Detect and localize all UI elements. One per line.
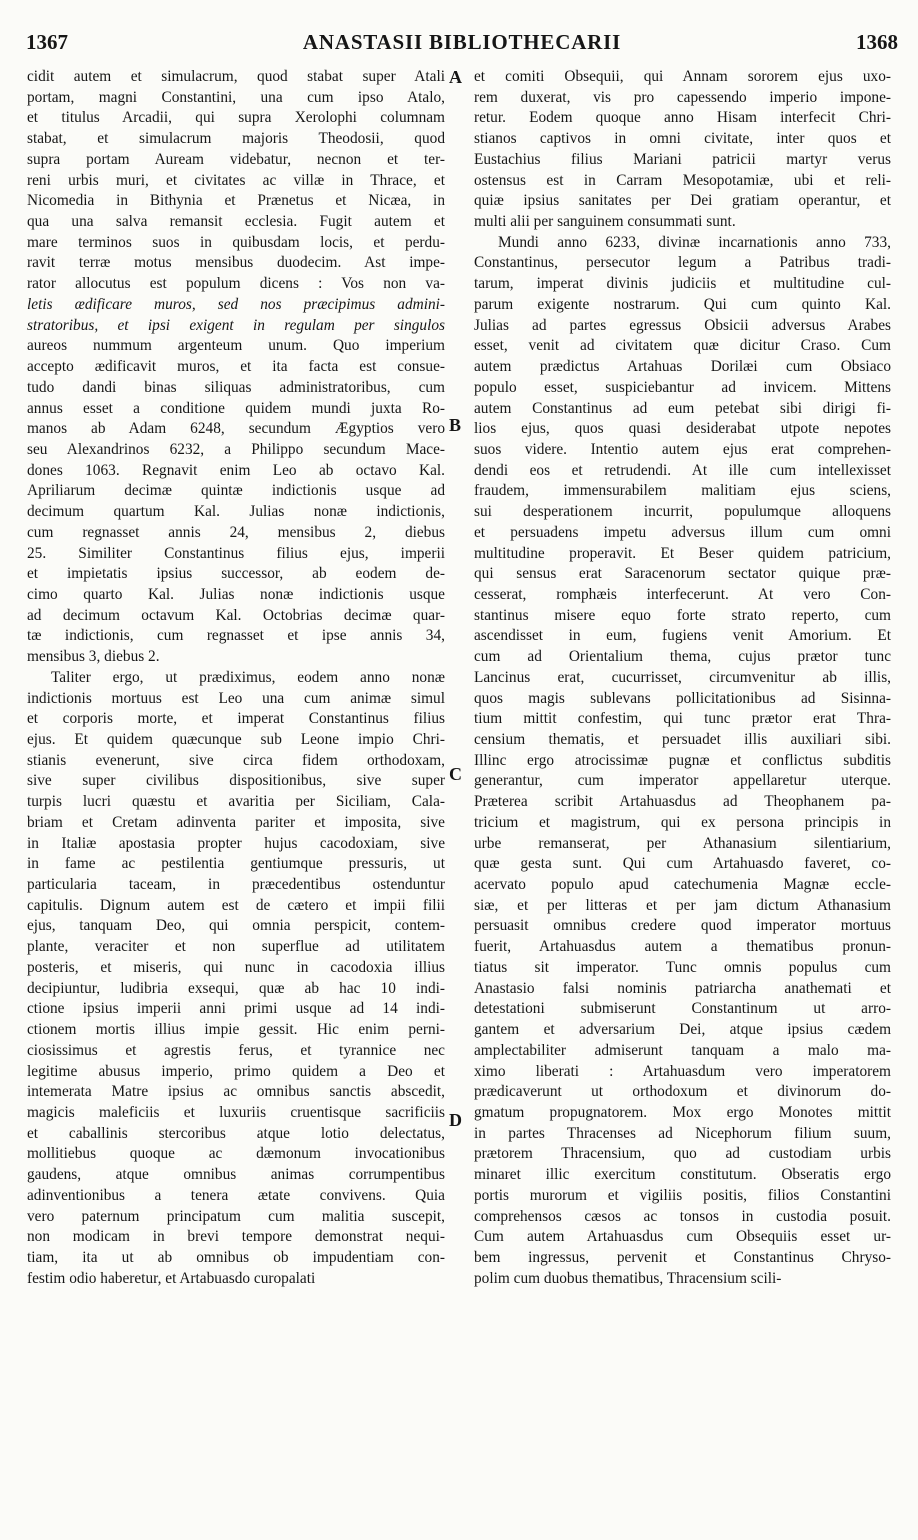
text-line: qui sensus erat Saracenorum sectator quique præ-: [474, 565, 891, 583]
text-line: letis ædificare muros, sed nos præcipimus admini-: [27, 295, 445, 313]
text-line: mare terminos suos in quibusdam locis, et perdu-: [27, 233, 445, 251]
right-column: [474, 67, 891, 1289]
text-line: annus esset a conditione quidem mundi juxta Ro-: [27, 399, 445, 417]
text-line: intemerata Matre ipsius ac omnibus sanctis abscedit,: [27, 1083, 445, 1101]
text-line: vero paternum principatum cum malitia suscepit,: [27, 1207, 445, 1225]
page-header: [26, 30, 898, 64]
text-line: Nicomedia in Bithynia et Prænetus et Nicæa, in: [27, 192, 445, 210]
page-number-right: 1368: [856, 30, 898, 54]
text-line: retur. Eodem quoque anno Hisam interfecit Chri-: [474, 109, 891, 127]
text-line: multitudine properavit. Et Beser quidem patricium,: [474, 544, 891, 562]
text-line: qua una salva remansit ecclesia. Fugit autem et: [27, 213, 445, 231]
text-line: decimum quartum Kal. Julias nonæ indictionis,: [27, 503, 445, 521]
text-line: ejus, tanquam Deo, qui omnia perspicit, contem-: [27, 917, 445, 935]
margin-letter-b: B: [449, 415, 462, 435]
text-line: et caballinis stercoribus atque lotio delectatus,: [27, 1124, 445, 1142]
text-line: amplectabiliter admiserunt tanquam a malo ma-: [474, 1041, 891, 1059]
text-line: 25. Similiter Constantinus filius ejus, imperii: [27, 544, 445, 562]
text-line: stratoribus, et ipsi exigent in regulam per singulos: [27, 316, 445, 334]
text-line: quæ gesta sunt. Qui cum Artahuasdo faveret, co-: [474, 855, 891, 873]
text-line: censium thematis, et persuadet illis auxiliari sibi.: [474, 731, 891, 748]
text-line: legitime abusus imperio, primo quidem a Deo et: [27, 1062, 445, 1080]
text-line: particularia taceam, in præcedentibus ostenduntur: [27, 876, 445, 894]
text-line: acervato populo apud catechumenia Magnæ eccle-: [474, 876, 891, 894]
page-number-left: 1367: [26, 30, 68, 54]
text-line: tudo dandi binas siliquas administratoribus, cum: [27, 378, 445, 396]
text-line: dones 1063. Regnavit enim Leo ab octavo Kal.: [27, 461, 445, 479]
text-line: ascendisset in eum, fugiens venit Amorium. Et: [474, 627, 891, 645]
text-line: Præterea scribit Artahuasdus ad Theophanem pa-: [474, 793, 891, 811]
text-line: minaret illic exercitum constitutum. Obseratis ergo: [474, 1166, 891, 1184]
text-line: posteris, et miseris, qui nunc in cacodoxia illius: [27, 958, 445, 976]
text-line: adinventionibus a tenera ætate convivens. Quia: [27, 1186, 445, 1204]
margin-letter-a: A: [449, 67, 462, 87]
text-line: rator allocutus est populum dicens : Vos non va-: [27, 275, 445, 293]
text-line: tium mittit confestim, qui tunc prætor erat Thra-: [474, 710, 891, 728]
text-line: tiatus sit imperator. Tunc omnis populus cum: [474, 958, 891, 976]
text-line: populo esset, suspiciebantur ad invicem. Mittens: [474, 378, 891, 396]
text-line: generantur, cum imperator appellaretur uterque.: [474, 772, 891, 790]
text-line: multi alii per sanguinem consummati sunt.: [474, 213, 736, 231]
text-line: portam, magni Constantini, una cum ipso Atalo,: [27, 88, 445, 106]
text-line: autem Constantinus ad eum petebat sibi dirigi fi-: [474, 399, 891, 417]
text-line: gaudens, atque omnibus animas corrumpentibus: [27, 1166, 445, 1184]
text-line: siæ, et per litteras et per jam dictum Athanasium: [474, 896, 891, 914]
text-line: quiæ ipsius sanitates per Dei gratiam operantur, et: [474, 192, 891, 210]
text-line: accepto ædificavit muros, et ita facta est consue-: [27, 358, 445, 376]
text-line: plante, veraciter et non superflue ad utilitatem: [27, 938, 445, 956]
text-line: Eustachius filius Mariani patricii martyr verus: [474, 150, 891, 168]
text-line: festim odio haberetur, et Artabuasdo curopalati: [27, 1269, 316, 1287]
text-line: Lancinus erat, cucurrisset, circumvenitur ab illis,: [474, 668, 891, 686]
text-line: comprehensos cæsos ac tonsos in custodia posuit.: [474, 1207, 891, 1225]
text-line: et impietatis ipsius successor, ab eodem de-: [27, 565, 445, 583]
text-line: Julias ad partes egressus Obsicii adversus Arabes: [474, 316, 891, 334]
text-line: cum regnasset annis 24, mensibus 2, diebus: [27, 523, 445, 541]
text-line: ad decimum octavum Kal. Octobrias decimæ quar-: [27, 606, 445, 624]
text-line: cum ad Orientalium thema, cujus prætor tunc: [474, 648, 891, 666]
text-line: ravit terræ motus mensibus duodecim. Ast impe-: [27, 254, 445, 272]
text-line: tricium et magistrum, qui ex persona principis in: [474, 813, 891, 831]
text-line: stianos captivos in omni civitate, inter quos et: [474, 130, 891, 148]
text-line: sive super civilibus dispositionibus, sive super: [27, 772, 445, 790]
text-line: cidit autem et simulacrum, quod stabat super Atali: [27, 68, 445, 85]
text-line: esset, venit ad civitatem quæ dicitur Craso. Cum: [474, 337, 891, 355]
text-line: in Italiæ apostasia propter hujus cacodoxiam, sive: [27, 834, 445, 852]
text-line: portis murorum et vigiliis positis, filios Constantini: [474, 1186, 891, 1204]
text-line: gmatum propugnatorem. Mox ergo Monotes mittit: [474, 1103, 891, 1121]
text-line: gantem et adversarium Dei, atque ipsius cædem: [474, 1021, 891, 1039]
text-line: detestationi submiserunt Constantinum ut arro-: [474, 1000, 891, 1018]
text-line: dendi eos et retrudendi. At ille cum intellexisset: [474, 461, 891, 479]
text-line: suos videre. Intentio autem ejus erat comprehen-: [474, 440, 891, 458]
text-line: fuerit, Artahuasdus autem a thematibus pronun-: [474, 938, 891, 956]
text-line: et comiti Obsequii, qui Annam sororem ejus uxo-: [474, 68, 891, 85]
text-line: parum exigente nostrarum. Qui cum quinto Kal.: [474, 295, 891, 313]
text-line: autem prædictus Artahuas Dorilæi cum Obsiaco: [474, 358, 891, 376]
text-line: mensibus 3, diebus 2.: [27, 648, 160, 666]
text-line: Apriliarum decimæ quintæ indictionis usque ad: [27, 482, 445, 500]
text-line: in fame ac pestilentia gentiumque pressuris, ut: [27, 855, 445, 873]
left-column: [27, 67, 445, 1289]
text-line: prætorem Thracensium, quo ad custodiam urbis: [474, 1145, 891, 1163]
text-line: aureos nummum argenteum unum. Quo imperium: [27, 337, 445, 355]
text-line: bem ingressus, pervenit et Constantinus Chryso-: [474, 1248, 891, 1266]
text-line: capitulis. Dignum autem est de cætero et impii filii: [27, 896, 445, 914]
text-line: Constantinus, persecutor legum a Patribus tradi-: [474, 254, 891, 272]
text-line: et corporis morte, et imperat Constantinus filius: [27, 710, 445, 728]
text-line: prædicaverunt ut orthodoxum et divinorum do-: [474, 1083, 891, 1101]
text-line: cesserat, romphæis interfecerunt. At vero Con-: [474, 585, 891, 603]
text-line: ctionem mortis illius impie gessit. Hic enim perni-: [27, 1021, 445, 1039]
text-line: mollitiebus quoque ac dæmonum invocationibus: [27, 1145, 445, 1163]
text-line: quos magis sublevans pollicitationibus ad Sisinna-: [474, 689, 891, 707]
text-line: seu Alexandrinos 6232, a Philippo secundum Mace-: [27, 440, 445, 458]
text-line: Cum autem Artahuasdus cum Obsequiis esset ur-: [474, 1228, 891, 1246]
margin-letter-c: C: [449, 764, 462, 784]
text-line: stantinus misere equo forte strato reperto, cum: [474, 606, 891, 624]
text-line: ximo liberati : Artahuasdum vero imperatorem: [474, 1062, 891, 1080]
text-line: polim cum duobus thematibus, Thracensium scili-: [474, 1269, 782, 1287]
text-line: briam et Cretam adinventa pariter et imposita, sive: [27, 813, 445, 831]
text-line: supra portam Auream videbatur, necnon et ter-: [27, 150, 445, 168]
text-line: Mundi anno 6233, divinæ incarnationis anno 733,: [498, 233, 891, 251]
text-line: persuasit omnibus credere quod imperator mortuus: [474, 917, 891, 935]
text-line: stabat, et simulacrum majoris Theodosii, quod: [27, 130, 445, 148]
text-line: tarum, imperat divinis judiciis et multitudine cul-: [474, 275, 891, 293]
text-line: magicis maleficiis et luxuriis cruentisque sacrificiis: [27, 1103, 445, 1121]
text-line: et persuadens impetu adversus illum cum omni: [474, 523, 891, 541]
text-line: fraudem, immensurabilem malitiam ejus sciens,: [474, 482, 891, 500]
text-line: indictionis mortuus est Leo una cum animæ simul: [27, 689, 445, 707]
text-line: decipiuntur, ludibria exsequi, quæ ab hac 10 indi-: [27, 979, 445, 997]
text-line: cimo quarto Kal. Julias nonæ indictionis usque: [27, 585, 445, 603]
text-line: stianis evenerunt, sive circa fidem orthodoxam,: [27, 751, 445, 769]
text-line: Anastasio falsi nominis patriarcha anathemati et: [474, 979, 891, 997]
text-line: non modicam in brevi tempore demonstrat nequi-: [27, 1228, 445, 1246]
text-line: rem duxerat, vis pro capessendo imperio impone-: [474, 88, 891, 106]
text-line: reni urbis muri, et civitates ac villæ in Thrace, et: [27, 171, 445, 189]
running-head: ANASTASII BIBLIOTHECARII: [302, 30, 622, 54]
text-line: ciosissimus et agrestis ferus, et tyrannice nec: [27, 1041, 445, 1059]
text-line: tiam, ita ut ab omnibus ob impudentiam con-: [27, 1248, 445, 1266]
text-line: Illinc ergo atrocissimæ pugnæ et conflictus subditis: [474, 751, 891, 769]
text-line: sui desperationem incurrit, populumque alloquens: [474, 503, 891, 521]
text-line: manos ab Adam 6248, secundum Ægyptios vero: [27, 420, 445, 438]
text-line: ostensus est in Carram Mesopotamiæ, ubi et reli-: [474, 171, 891, 189]
text-line: turpis lucri quæstu et avaritia per Siciliam, Cala-: [27, 793, 445, 811]
text-line: ejus. Et quidem quæcunque sub Leone impio Chri-: [27, 731, 445, 748]
text-line: et titulus Arcadii, qui supra Xerolophi columnam: [27, 109, 445, 127]
text-line: Taliter ergo, ut prædiximus, eodem anno nonæ: [51, 668, 445, 686]
text-line: tæ indictionis, cum regnasset et ipse annis 34,: [27, 627, 445, 645]
text-line: ctione ipsius imperii anni primi usque ad 14 indi-: [27, 1000, 445, 1018]
text-line: in partes Thracenses ad Nicephorum filium suum,: [474, 1124, 891, 1142]
text-line: urbe remanserat, per Athanasium silentiarium,: [474, 834, 891, 852]
text-line: lios ejus, quos quasi desiderabat utpote nepotes: [474, 420, 891, 438]
margin-letter-d: D: [449, 1110, 462, 1130]
